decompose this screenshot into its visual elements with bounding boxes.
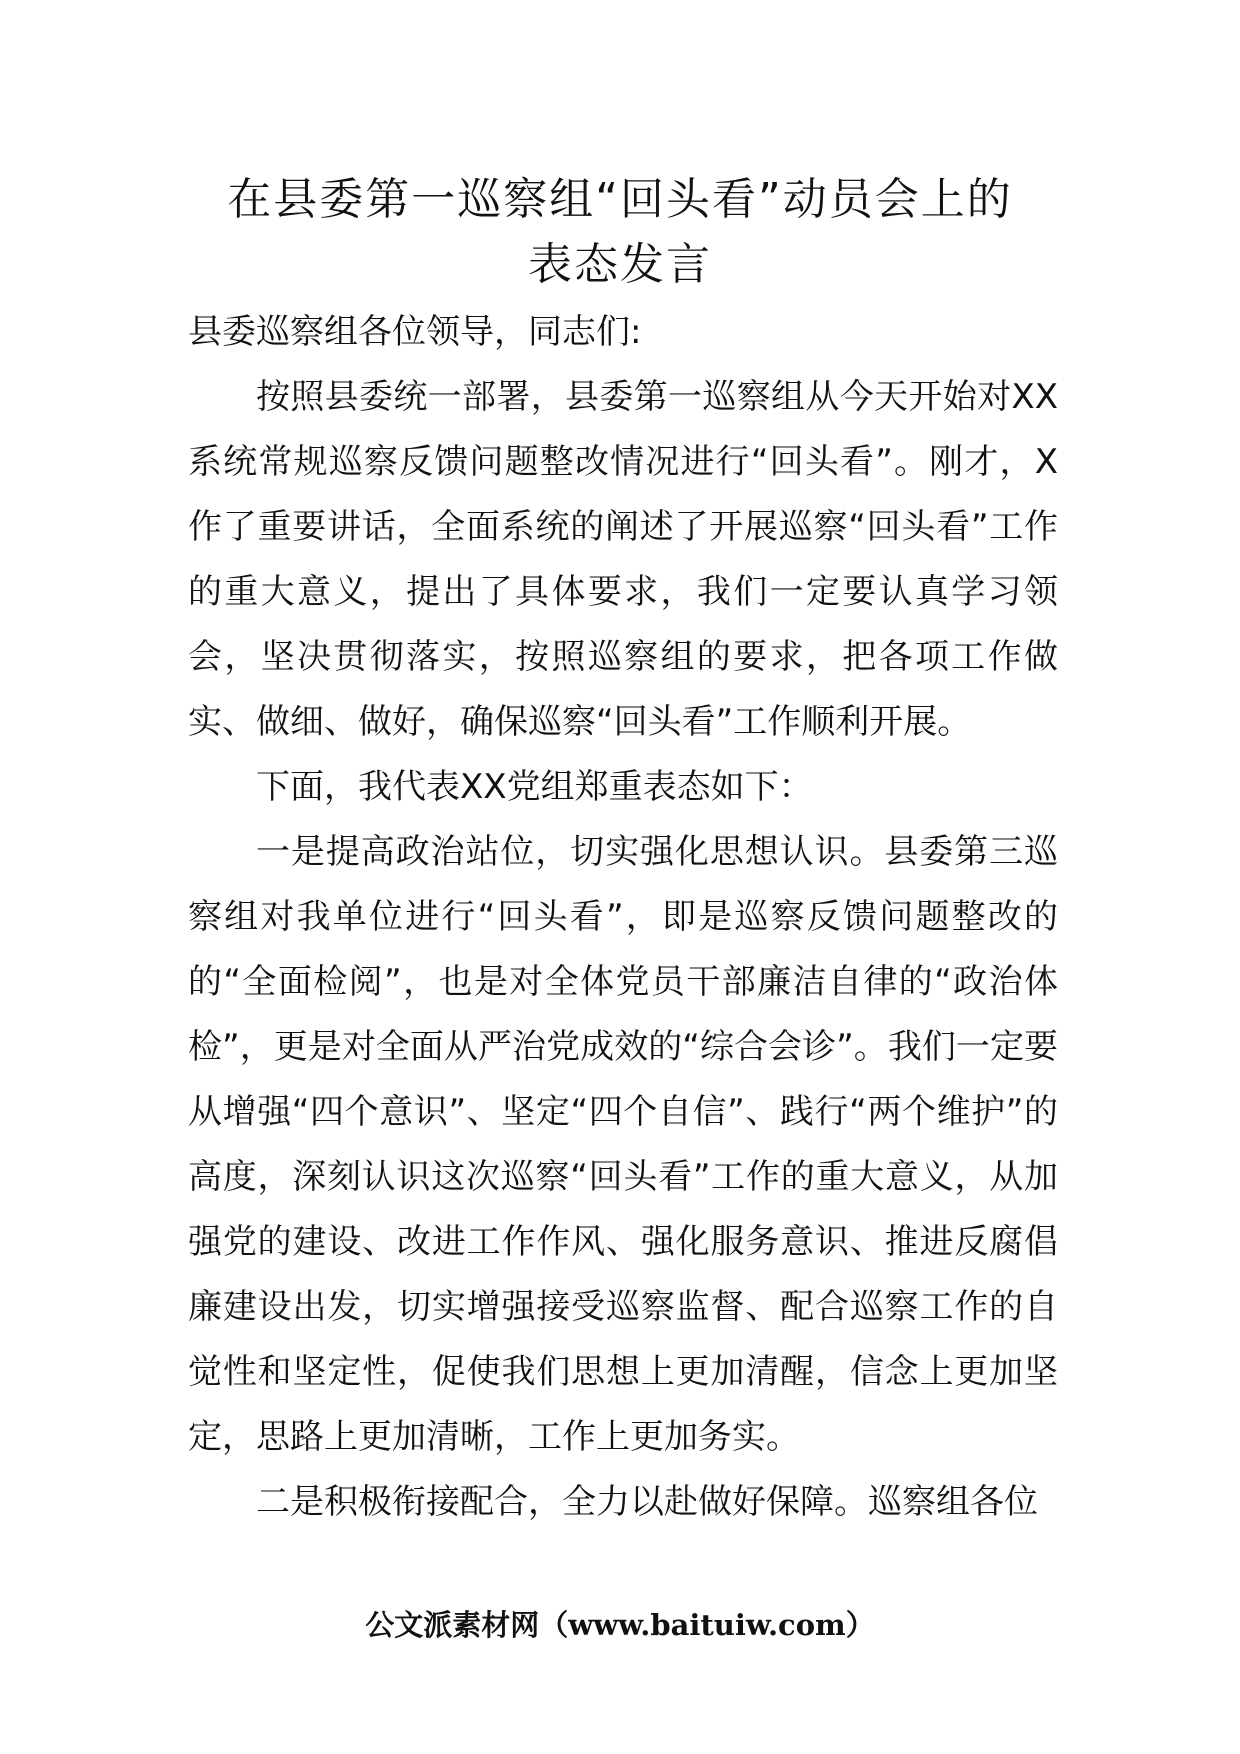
document-title-line-2: 表态发言: [528, 239, 712, 290]
paragraph-statement-lead: 下面，我代表XX党组郑重表态如下：: [256, 767, 813, 807]
document-body: [188, 300, 1058, 1535]
paragraph-point-one: 一是提高政治站位，切实强化思想认识。县委第三巡察组对我单位进行“回头看”，即是巡察反馈问题整改的的“全面检阅”，也是对全体党员干部廉洁自律的“政治体检”，更是对全面从严治党成效的“综合会诊”。我们一定要从增强“四个意识”、坚定“四个自信”、践行“两个维护”的高度，深刻认识这次巡察“回头看”工作的重大意义，从加强党的建设、改进工作作风、强化服务意识、推进反腐倡廉建设出发，切实增强接受巡察监督、配合巡察工作的自觉性和坚定性，促使我们思想上更加清醒，信念上更加坚定，思路上更加清晰，工作上更加务实。: [188, 832, 1058, 1457]
source-footer: 公文派素材网（www.baituiw.com）: [365, 1608, 875, 1642]
paragraph-point-two: 二是积极衔接配合，全力以赴做好保障。巡察组各位: [256, 1482, 1038, 1522]
document-title-line-1: 在县委第一巡察组“回头看”动员会上的: [227, 174, 1013, 225]
salutation: 县委巡察组各位领导，同志们:: [188, 312, 642, 352]
paragraph-intro: 按照县委统一部署，县委第一巡察组从今天开始对XX系统常规巡察反馈问题整改情况进行“回头看”。刚才，X作了重要讲话，全面系统的阐述了开展巡察“回头看”工作的重大意义，提出了具体要求，我们一定要认真学习领会，坚决贯彻落实，按照巡察组的要求，把各项工作做实、做细、做好，确保巡察“回头看”工作顺利开展。: [188, 377, 1058, 742]
